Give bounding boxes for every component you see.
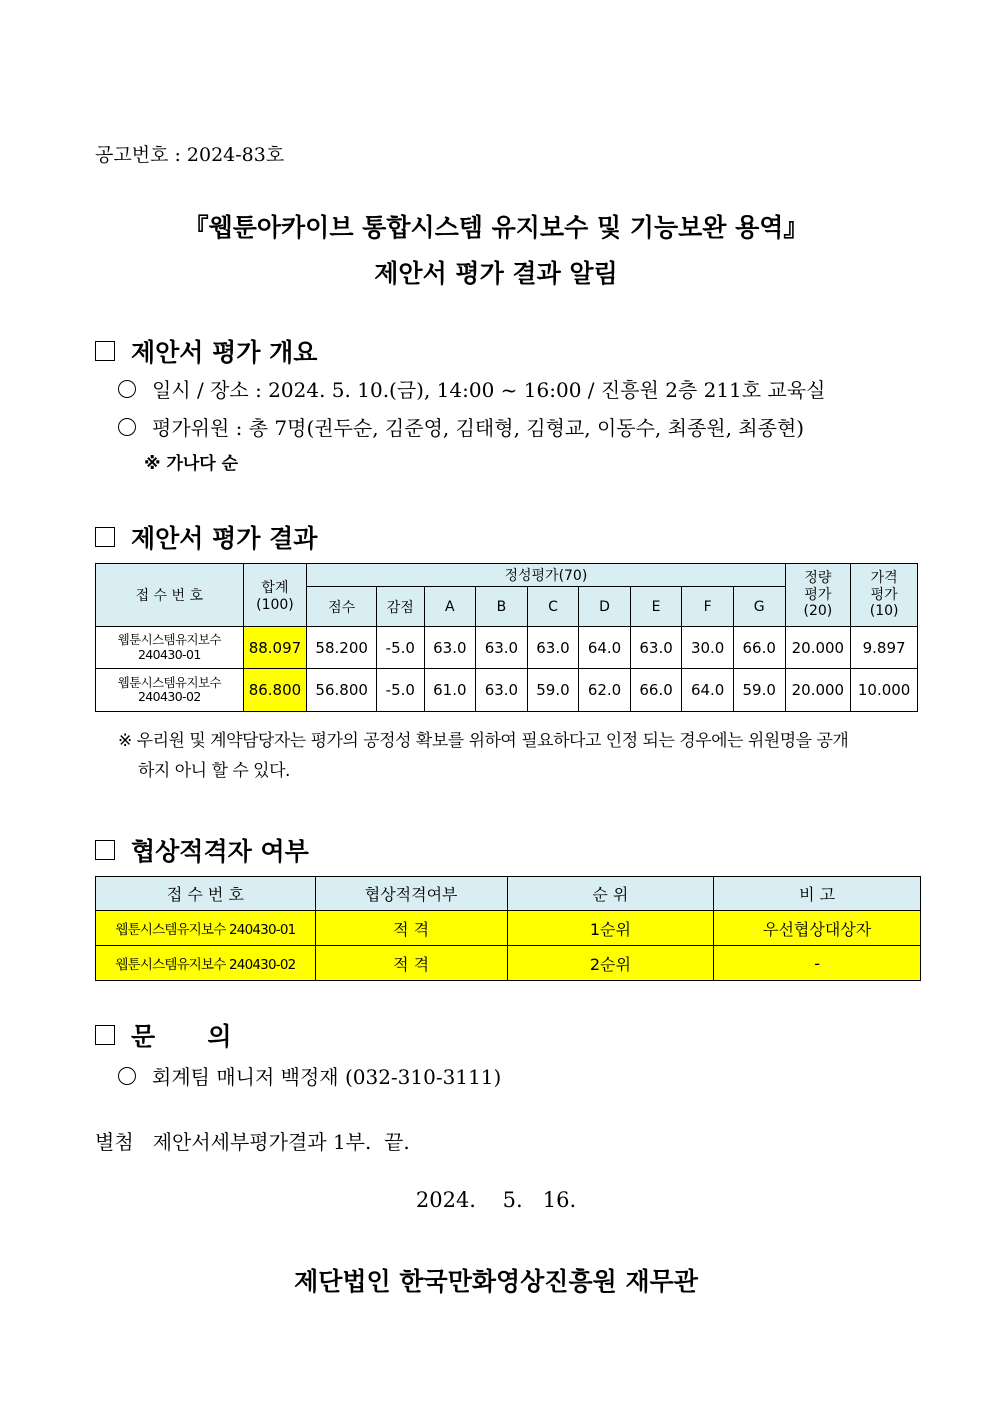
checkbox-square-icon — [95, 341, 115, 361]
eval-e-cell: 63.0 — [630, 627, 682, 669]
schedule-item — [118, 374, 825, 403]
quantitative-cell: 20.000 — [785, 669, 851, 712]
attachment-note: 별첨 제안서세부평가결과 1부. 끝. — [95, 1130, 410, 1154]
header-quantitative-line3: (20) — [803, 603, 833, 620]
rank-cell: 2순위 — [507, 946, 714, 981]
header-quantitative — [785, 564, 851, 627]
issuing-organization: 제단법인 한국만화영상진흥원 재무관 — [294, 1267, 698, 1296]
eval-f-cell: 30.0 — [682, 627, 734, 669]
checkbox-square-icon — [95, 840, 115, 860]
receipt-cell — [96, 627, 244, 669]
rank-cell: 1순위 — [507, 911, 714, 946]
header-price-line2: 평가 — [870, 586, 898, 603]
receipt-cell — [96, 669, 244, 712]
header-receipt-no: 접 수 번 호 — [96, 564, 244, 627]
header-total-label: 합계 — [261, 580, 289, 596]
eligibility-cell: 적 격 — [315, 911, 507, 946]
header-rank: 순 위 — [507, 877, 714, 911]
table-row — [96, 627, 918, 669]
header-evaluator-g: G — [733, 587, 785, 627]
contact-item — [118, 1061, 501, 1090]
receipt-cell: 웹툰시스템유지보수 240430-01 — [96, 911, 316, 946]
results-table — [95, 563, 918, 712]
score-cell: 58.200 — [307, 627, 377, 669]
header-quantitative-line1: 정량 — [804, 569, 832, 586]
contact-text: 회계팀 매니저 백정재 (032-310-3111) — [152, 1065, 502, 1089]
deduction-cell: -5.0 — [377, 669, 425, 712]
deduction-cell: -5.0 — [377, 627, 425, 669]
section-results — [95, 519, 317, 555]
price-cell: 10.000 — [851, 669, 918, 712]
header-evaluator-c: C — [527, 587, 579, 627]
circle-bullet-icon — [118, 1067, 136, 1085]
table-row — [96, 911, 921, 946]
header-total — [243, 564, 307, 627]
disclosure-note — [118, 726, 928, 786]
eval-d-cell: 64.0 — [579, 627, 631, 669]
document-subtitle: 제안서 평가 결과 알림 — [374, 259, 618, 288]
disclosure-note-line1: ※ 우리원 및 계약담당자는 평가의 공정성 확보를 위하여 필요하다고 인정 되는 경우에는 위원명을 공개 — [118, 731, 849, 751]
checkbox-square-icon — [95, 527, 115, 547]
receipt-name: 웹툰시스템유지보수 — [117, 632, 221, 648]
header-total-points: (100) — [256, 597, 294, 613]
document-title: 『웹툰아카이브 통합시스템 유지보수 및 기능보완 용역』 — [183, 213, 809, 242]
header-price-line3: (10) — [869, 603, 899, 620]
quantitative-cell: 20.000 — [785, 627, 851, 669]
section-heading: 협상적격자 여부 — [131, 837, 309, 866]
eval-e-cell: 66.0 — [630, 669, 682, 712]
eligibility-cell: 적 격 — [315, 946, 507, 981]
section-heading: 제안서 평가 개요 — [131, 338, 318, 367]
eval-g-cell: 66.0 — [733, 627, 785, 669]
circle-bullet-icon — [118, 380, 136, 398]
header-remark: 비 고 — [714, 877, 921, 911]
section-inquiry — [95, 1017, 232, 1053]
schedule-text: 일시 / 장소 : 2024. 5. 10.(금), 14:00 ~ 16:00 / 진흥원 2층 211호 교육실 — [152, 378, 826, 402]
eval-f-cell: 64.0 — [682, 669, 734, 712]
negotiation-table — [95, 876, 921, 981]
circle-bullet-icon — [118, 418, 136, 436]
header-evaluator-a: A — [424, 587, 476, 627]
header-receipt-no: 접 수 번 호 — [96, 877, 316, 911]
receipt-id: 240430-02 — [137, 689, 201, 704]
receipt-cell: 웹툰시스템유지보수 240430-02 — [96, 946, 316, 981]
order-note: ※ 가나다 순 — [144, 454, 239, 474]
header-evaluator-b: B — [476, 587, 528, 627]
section-negotiation — [95, 832, 309, 868]
price-cell: 9.897 — [851, 627, 918, 669]
table-row — [96, 946, 921, 981]
header-evaluator-d: D — [579, 587, 631, 627]
score-cell: 56.800 — [307, 669, 377, 712]
eval-b-cell: 63.0 — [476, 627, 528, 669]
eval-c-cell: 59.0 — [527, 669, 579, 712]
evaluators-item — [118, 412, 804, 441]
eval-d-cell: 62.0 — [579, 669, 631, 712]
eval-g-cell: 59.0 — [733, 669, 785, 712]
header-evaluator-e: E — [630, 587, 682, 627]
eval-a-cell: 63.0 — [424, 627, 476, 669]
eval-c-cell: 63.0 — [527, 627, 579, 669]
header-price — [851, 564, 918, 627]
table-row — [96, 669, 918, 712]
section-heading: 문 의 — [131, 1022, 232, 1051]
header-deduction: 감점 — [377, 587, 425, 627]
header-price-line1: 가격 — [870, 569, 898, 586]
total-cell: 88.097 — [243, 627, 307, 669]
section-heading: 제안서 평가 결과 — [131, 524, 318, 553]
checkbox-square-icon — [95, 1025, 115, 1045]
eval-b-cell: 63.0 — [476, 669, 528, 712]
total-cell: 86.800 — [243, 669, 307, 712]
header-evaluator-f: F — [682, 587, 734, 627]
header-qualitative: 정성평가(70) — [307, 564, 785, 587]
header-score: 점수 — [307, 587, 377, 627]
remark-cell: - — [714, 946, 921, 981]
section-overview — [95, 333, 317, 369]
header-eligibility: 협상적격여부 — [315, 877, 507, 911]
document-date: 2024. 5. 16. — [415, 1188, 577, 1212]
receipt-name: 웹툰시스템유지보수 — [117, 674, 221, 690]
receipt-id: 240430-01 — [137, 646, 201, 662]
notice-number: 공고번호 : 2024-83호 — [95, 144, 285, 166]
eval-a-cell: 61.0 — [424, 669, 476, 712]
disclosure-note-line2: 하지 아니 할 수 있다. — [138, 761, 290, 781]
header-quantitative-line2: 평가 — [804, 586, 832, 603]
remark-cell: 우선협상대상자 — [714, 911, 921, 946]
evaluators-text: 평가위원 : 총 7명(권두순, 김준영, 김태형, 김형교, 이동수, 최종원, 최종현) — [152, 416, 805, 440]
